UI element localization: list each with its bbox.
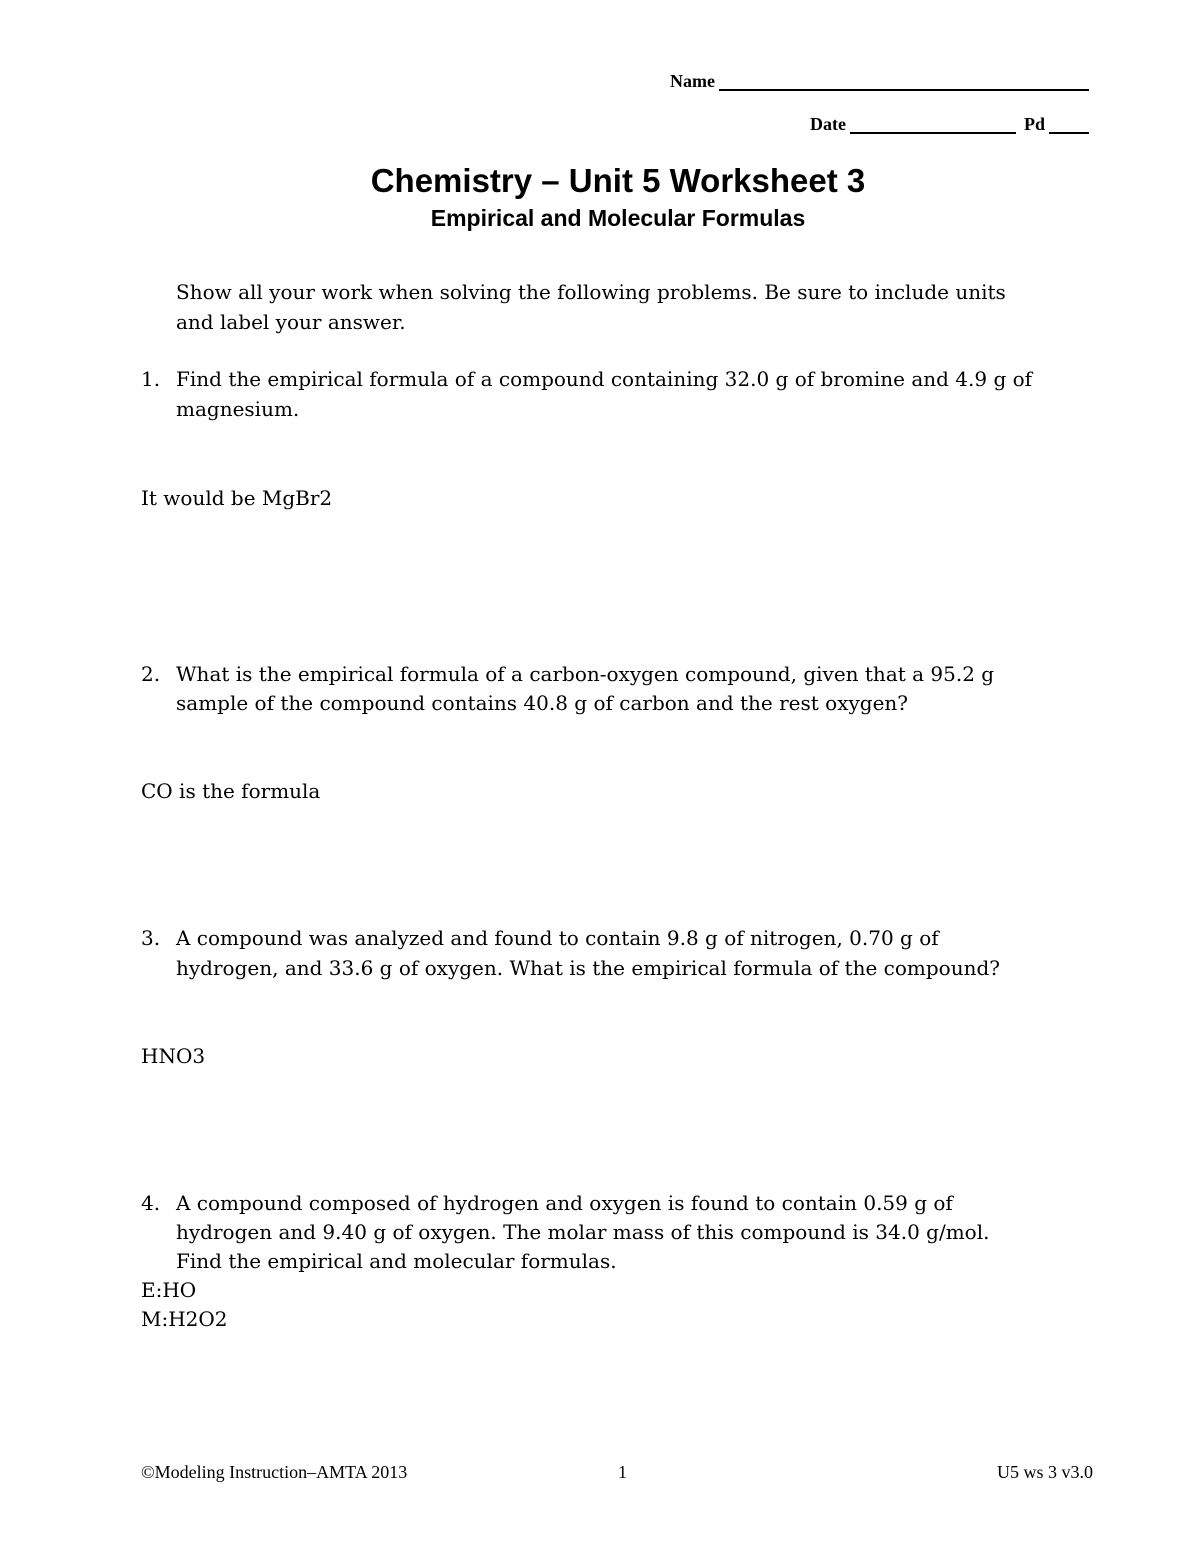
problem-1-line-1: Find the empirical formula of a compound containing 32.0 g of bromine and 4.9 g of (176, 367, 1033, 391)
problem-1-answer: It would be MgBr2 (141, 486, 333, 510)
problem-4-answer-molecular: M:H2O2 (141, 1307, 228, 1331)
instructions-line-1: Show all your work when solving the following problems. Be sure to include units (176, 280, 1006, 304)
problem-1-line-2: magnesium. (176, 397, 300, 421)
problem-2-answer: CO is the formula (141, 779, 321, 803)
period-label: Pd (1023, 114, 1045, 134)
problem-4-line-2: hydrogen and 9.40 g of oxygen. The molar mass of this compound is 34.0 g/mol. (176, 1220, 990, 1244)
page-subtitle: Empirical and Molecular Formulas (430, 205, 806, 231)
date-blank-line (850, 114, 1016, 134)
problem-1-number: 1. (141, 367, 161, 391)
instructions-line-2: and label your answer. (176, 310, 406, 334)
period-blank-line (1049, 114, 1089, 134)
problem-2-number: 2. (141, 662, 161, 686)
problem-4-number: 4. (141, 1191, 161, 1215)
problem-4-line-1: A compound composed of hydrogen and oxygen is found to contain 0.59 g of (176, 1191, 953, 1215)
footer-copyright: ©Modeling Instruction–AMTA 2013 (141, 1462, 408, 1482)
date-period-field (810, 114, 1089, 134)
page-title: Chemistry – Unit 5 Worksheet 3 (370, 162, 866, 199)
problem-2-line-1: What is the empirical formula of a carbon-oxygen compound, given that a 95.2 g (176, 662, 995, 686)
name-label: Name (670, 71, 715, 91)
name-blank-line (719, 71, 1089, 91)
problem-3-line-2: hydrogen, and 33.6 g of oxygen. What is the empirical formula of the compound? (176, 956, 1000, 980)
name-field (670, 71, 1089, 91)
footer-version: U5 ws 3 v3.0 (996, 1462, 1093, 1482)
footer-page-number: 1 (618, 1462, 627, 1482)
problem-3-answer: HNO3 (141, 1044, 206, 1068)
date-label: Date (810, 114, 846, 134)
problem-4-answer-empirical: E:HO (141, 1278, 197, 1302)
problem-3-number: 3. (141, 926, 161, 950)
problem-2-line-2: sample of the compound contains 40.8 g of carbon and the rest oxygen? (176, 691, 909, 715)
problem-3-line-1: A compound was analyzed and found to contain 9.8 g of nitrogen, 0.70 g of (176, 926, 939, 950)
problem-4-line-3: Find the empirical and molecular formulas. (176, 1249, 617, 1273)
